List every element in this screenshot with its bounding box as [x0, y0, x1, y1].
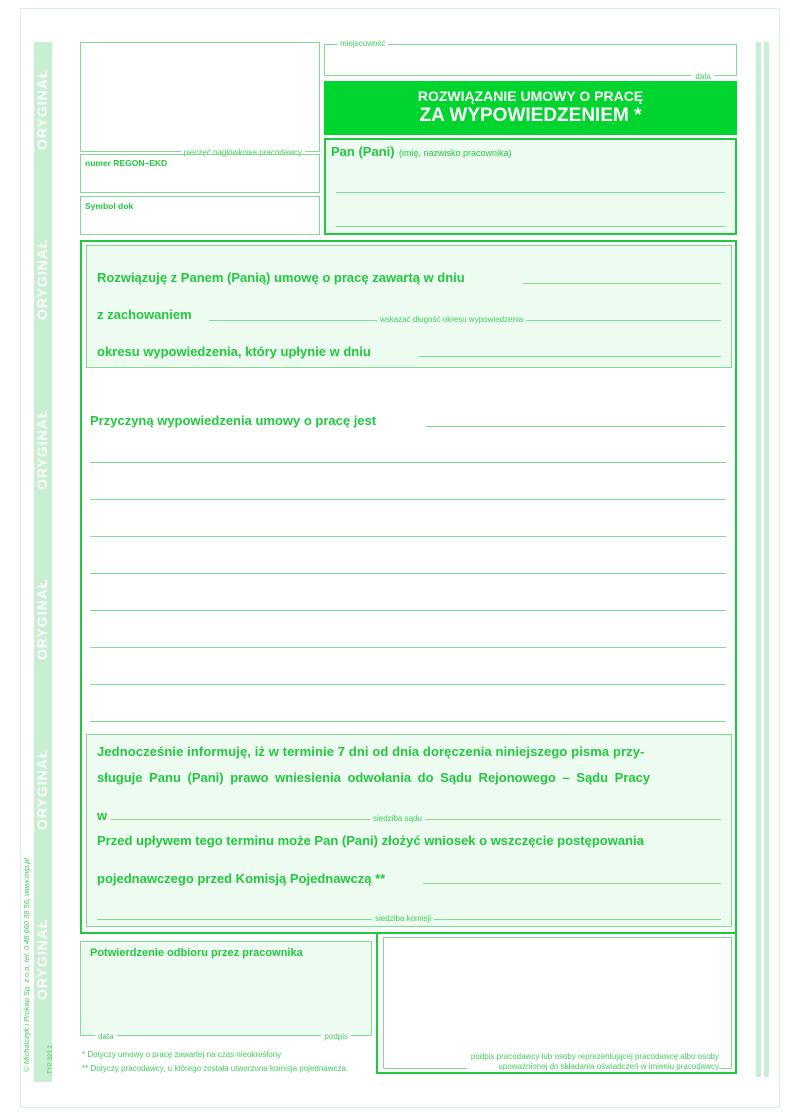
commission-input[interactable] [423, 883, 721, 884]
reason-blank-line[interactable] [90, 536, 726, 537]
reason-section [86, 395, 732, 730]
symbol-label: Symbol dok [85, 201, 134, 211]
employee-name-field[interactable] [324, 138, 737, 235]
place-caption: miejscowość [337, 39, 388, 48]
notice-period-label: z zachowaniem [97, 307, 192, 322]
reason-blank-line[interactable] [90, 573, 726, 574]
employer-signature-caption [467, 1052, 719, 1072]
employer-signature-caption-1: podpis pracodawcy lub osoby reprezentującej pracodawcę albo osoby [470, 1052, 719, 1061]
reason-blank-line[interactable] [90, 499, 726, 500]
footnote-2: ** Dotyczy pracodawcy, u którego została utworzona komisja pojednawcza. [82, 1064, 349, 1073]
watermark-label [34, 320, 52, 336]
document-symbol-field[interactable] [80, 196, 320, 235]
conciliation-text-1: Przed upływem tego terminu może Pan (Pani) złożyć wniosek o wszczęcie postępowania [97, 833, 644, 848]
title-line-1: ROZWIĄZANIE UMOWY O PRACĘ [417, 88, 644, 104]
conciliation-text-2: pojednawczego przed Komisją Pojednawczą ** [97, 871, 386, 886]
watermark-label [34, 490, 52, 506]
side-strip-right [764, 42, 769, 1077]
publisher-imprint: © Michalczyk i Prokop Sp. z o.o. tel. 0 48 660 38 56, www.mip.pl [22, 858, 31, 1072]
reason-blank-line[interactable] [90, 610, 726, 611]
employee-label-row [331, 143, 512, 161]
blank-line [336, 226, 725, 227]
side-strip-right [756, 42, 761, 1077]
stamp-caption: pieczęć nagłówkowa pracodawcy [181, 148, 305, 157]
form-code: TYP-323 2 [48, 1045, 54, 1074]
reason-blank-line[interactable] [90, 462, 726, 463]
reason-blank-line[interactable] [90, 721, 726, 722]
reason-input-line[interactable] [426, 426, 726, 427]
notice-end-date-input[interactable] [419, 356, 721, 357]
blank-line [336, 192, 725, 193]
employee-hint: (imię, nazwisko pracownika) [399, 148, 512, 158]
court-prefix: w [97, 808, 108, 823]
reason-blank-line[interactable] [90, 684, 726, 685]
termination-section [86, 245, 732, 368]
commission-seat-caption: siedziba komisji [372, 914, 434, 923]
title-line-2: ZA WYPOWIEDZENIEM * [419, 105, 642, 126]
watermark-label [34, 830, 52, 846]
receipt-date-caption: data [95, 1032, 117, 1041]
watermark-label [34, 150, 52, 166]
date-caption: data [692, 72, 714, 81]
receipt-signature-caption: podpis [321, 1032, 351, 1041]
employer-stamp-field[interactable] [80, 42, 320, 157]
receipt-confirmation-box[interactable] [80, 941, 372, 1041]
appeal-section [86, 734, 732, 927]
watermark-label [34, 1000, 52, 1016]
notice-end-label: okresu wypowiedzenia, który upłynie w dniu [97, 344, 371, 359]
employee-label: Pan (Pani) [331, 144, 395, 159]
appeal-text-1: Jednocześnie informuję, iż w terminie 7 dni od dnia doręczenia niniejszego pisma przy- [97, 744, 645, 759]
footnote-1: * Dotyczy umowy o pracę zawartej na czas nieokreślony [82, 1050, 282, 1059]
reason-blank-line[interactable] [90, 647, 726, 648]
receipt-title: Potwierdzenie odbioru przez pracownika [90, 947, 303, 959]
regon-label: numer REGON–EKD [85, 158, 168, 168]
contract-date-label: Rozwiązuję z Panem (Panią) umowę o pracę zawartą w dniu [97, 270, 465, 285]
document-title [324, 81, 737, 135]
contract-date-input[interactable] [523, 283, 721, 284]
employer-signature-caption-2: upoważnionej do składania oświadczeń w imieniu pracodawcy [498, 1062, 719, 1071]
reason-label: Przyczyną wypowiedzenia umowy o pracę jest [90, 413, 377, 428]
employer-signature-field[interactable] [383, 937, 732, 1069]
court-seat-caption: siedziba sądu [370, 814, 425, 823]
appeal-text-2: sługuje Panu (Pani) prawo wniesienia odwołania do Sądu Rejonowego – Sądu Pracy [97, 770, 651, 785]
place-date-field[interactable] [324, 39, 737, 81]
notice-period-caption: wskazać długość okresu wypowiedzenia [377, 315, 526, 324]
watermark-label [34, 660, 52, 676]
regon-field[interactable] [80, 154, 320, 193]
